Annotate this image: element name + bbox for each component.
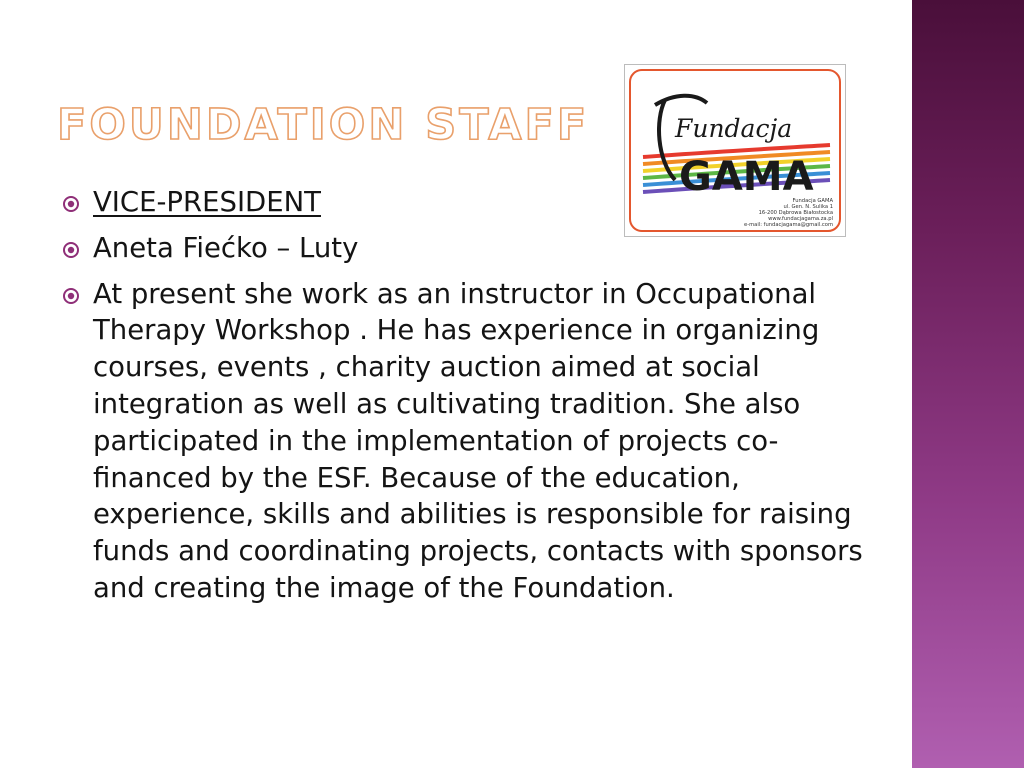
logo-address-line: ul. Gen. N. Sulika 1 <box>783 204 833 210</box>
logo-address-line: e-mail: fundacjagama@gmail.com <box>744 222 833 228</box>
circled-dot-bullet-icon <box>62 195 80 213</box>
bullet-item-role <box>60 184 890 221</box>
logo-wordmark-main: GAMA <box>679 154 814 200</box>
bullet-text-role: VICE-PRESIDENT <box>93 186 321 218</box>
decorative-side-band <box>912 0 1024 768</box>
bullet-item-description <box>60 276 890 607</box>
circled-dot-bullet-icon <box>62 241 80 259</box>
circled-dot-bullet-icon <box>62 287 80 305</box>
logo-address-line: Fundacja GAMA <box>792 198 833 204</box>
bullet-item-name <box>60 230 890 267</box>
bullet-list <box>60 184 890 616</box>
bullet-text-description: At present she work as an instructor in Occupational Therapy Workshop . He has experience in organizing courses, events , charity auction aimed at social integration as well as cultivating tradition. She also participated in the implementation of projects co-financed by the ESF. Because of the education, experience, skills and abilities is responsible for raising funds and coordinating projects, contacts with sponsors and creating the image of the Foundation. <box>93 277 863 604</box>
bullet-text-name: Aneta Fiećko – Luty <box>93 231 359 264</box>
logo-address-line: 16-200 Dąbrowa Białostocka <box>758 210 833 216</box>
logo-wordmark-top: Fundacja <box>675 114 793 143</box>
slide-title: FOUNDATION STAFF <box>57 100 590 150</box>
logo-address-line: www.fundacjagama.za.pl <box>768 216 833 222</box>
